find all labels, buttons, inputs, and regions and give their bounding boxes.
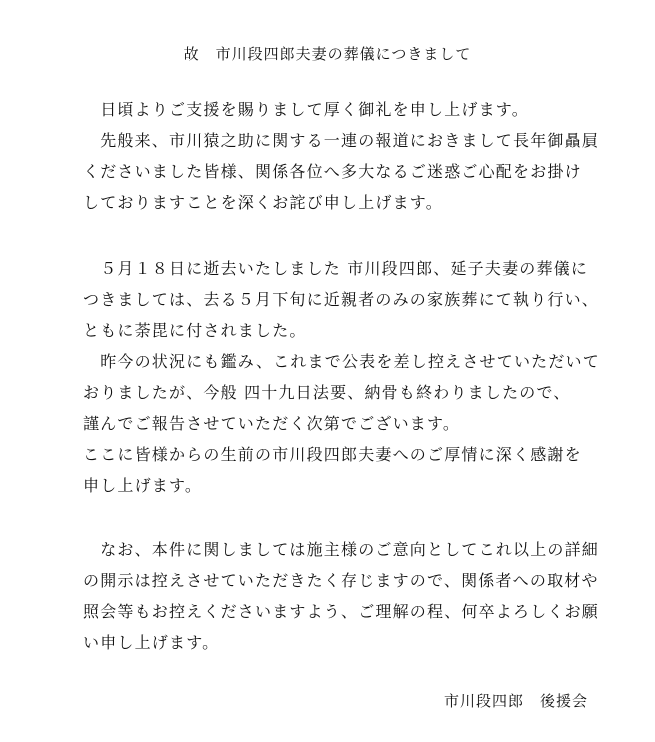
paragraph2-line3: ともに荼毘に付されました。	[83, 321, 307, 340]
paragraph3-line3: 照会等もお控えくださいますよう、ご理解の程、何卒よろしくお願	[83, 602, 600, 621]
document-title: 故 市川段四郎夫妻の葬儀につきまして	[183, 45, 472, 63]
paragraph3-line1: なお、本件に関しましては施主様のご意向としてこれ以上の詳細	[83, 540, 600, 559]
paragraph1-line1: 日頃よりご支援を賜りまして厚く御礼を申し上げます。	[83, 100, 529, 119]
signature: 市川段四郎 後援会	[444, 692, 589, 710]
paragraph1-line4: しておりますことを深くお詫び申し上げます。	[83, 193, 443, 212]
paragraph2-line5: おりましたが、今般 四十九日法要、納骨も終わりましたので、	[83, 383, 571, 402]
paragraph1-line3: くださいました皆様、関係各位へ多大なるご迷惑ご心配をお掛け	[83, 162, 582, 181]
paragraph2-line1: ５月１８日に逝去いたしました 市川段四郎、延子夫妻の葬儀に	[83, 259, 589, 278]
paragraph2-line4: 昨今の状況にも鑑み、これまで公表を差し控えさせていただいて	[83, 352, 600, 371]
paragraph2-line7: ここに皆様からの生前の市川段四郎夫妻へのご厚情に深く感謝を	[83, 445, 582, 464]
paragraph2-line2: つきましては、去る５月下旬に近親者のみの家族葬にて執り行い、	[83, 290, 600, 309]
paragraph1-line2: 先般来、市川猿之助に関する一連の報道におきまして長年御贔屓	[83, 131, 600, 150]
paragraph3-line4: い申し上げます。	[83, 633, 220, 652]
paragraph3-line2: の開示は控えさせていただきたく存じますので、関係者への取材や	[83, 571, 599, 590]
paragraph2-line8: 申し上げます。	[83, 476, 203, 495]
paragraph2-line6: 謹んでご報告させていただく次第でございます。	[83, 414, 461, 433]
